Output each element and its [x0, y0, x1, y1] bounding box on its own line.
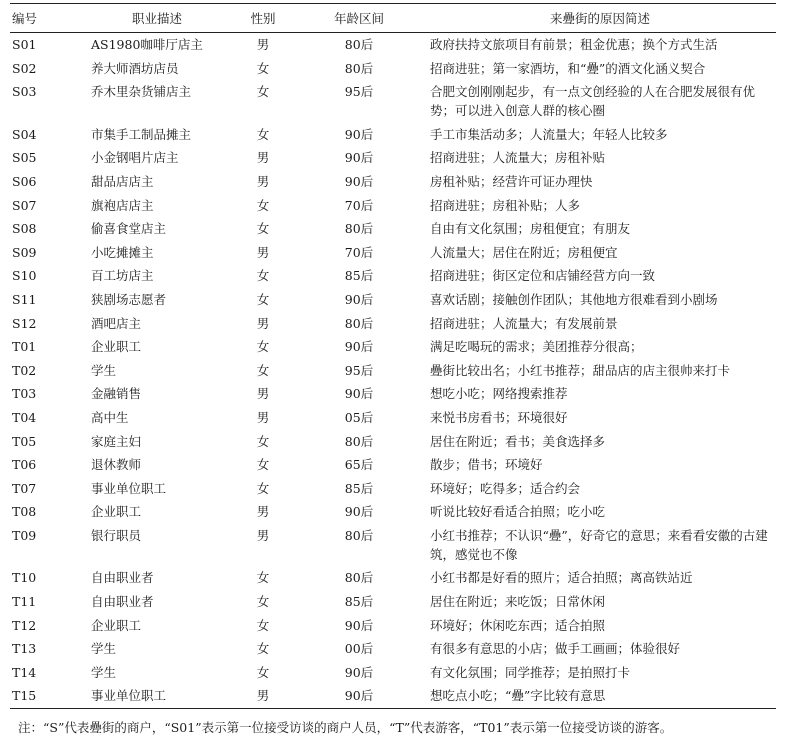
- cell-gender: 男: [256, 315, 270, 331]
- cell-job: 企业职工: [91, 617, 142, 633]
- cell-id: S08: [12, 221, 37, 237]
- table-row: [10, 264, 776, 288]
- cell-age: 80后: [344, 315, 374, 331]
- cell-id: S11: [12, 291, 37, 307]
- cell-job: 狭剧场志愿者: [91, 291, 167, 307]
- table-row: [10, 80, 776, 123]
- table-row: [10, 146, 776, 170]
- cell-reason: 想吃点小吃；“疉”字比较有意思: [424, 684, 776, 708]
- cell-age: 90后: [344, 617, 374, 633]
- header-job: 职业描述: [82, 4, 232, 33]
- cell-reason: 听说比较好看适合拍照；吃小吃: [430, 504, 606, 520]
- header-row: [10, 4, 776, 33]
- cell-reason: 散步；借书；环境好: [430, 457, 543, 473]
- cell-gender: 女: [256, 291, 270, 307]
- cell-age: 80后: [344, 527, 374, 543]
- cell-reason: 合肥文创刚刚起步，有一点文创经验的人在合肥发展很有优势；可以进入创意人群的核心圈: [430, 84, 756, 119]
- table-row: [10, 406, 776, 430]
- cell-reason: 政府扶持文旅项目有前景；租金优惠；换个方式生活: [430, 37, 718, 52]
- table-row: [10, 430, 776, 454]
- cell-reason: 房租补贴；经营许可证办理快: [430, 173, 593, 189]
- cell-id: S05: [12, 150, 37, 166]
- table-row: [10, 123, 776, 147]
- cell-job: 甜品店店主: [91, 173, 154, 189]
- cell-gender: 男: [232, 684, 294, 708]
- cell-id: S12: [12, 315, 37, 331]
- cell-gender: 女: [256, 641, 270, 657]
- table-row: [10, 335, 776, 359]
- cell-gender: 女: [256, 126, 270, 142]
- cell-gender: 女: [256, 480, 270, 496]
- cell-job: 事业单位职工: [91, 480, 167, 496]
- cell-reason: 环境好；吃得多；适合约会: [430, 480, 581, 496]
- cell-age: 70后: [344, 197, 374, 213]
- table-row: [10, 359, 776, 383]
- cell-id: S10: [12, 268, 37, 284]
- cell-gender: 男: [256, 150, 270, 166]
- cell-job: 学生: [91, 664, 117, 680]
- cell-age: 85后: [344, 480, 374, 496]
- cell-age: 80后: [344, 37, 374, 52]
- cell-job: 百工坊店主: [91, 268, 154, 284]
- cell-age: 90后: [344, 504, 374, 520]
- cell-job: 乔木里杂货铺店主: [91, 84, 192, 100]
- cell-job: 养大师酒坊店员: [91, 60, 179, 76]
- cell-reason: 自由有文化氛围；房租便宜；有朋友: [430, 221, 631, 237]
- table-row: [10, 590, 776, 614]
- cell-age: 80后: [344, 60, 374, 76]
- cell-gender: 女: [256, 84, 270, 100]
- cell-job: 学生: [91, 362, 117, 378]
- cell-id: S09: [12, 244, 37, 260]
- table-row: [10, 288, 776, 312]
- cell-reason: 人流量大；居住在附近；房租便宜: [430, 244, 618, 260]
- cell-job: 家庭主妇: [91, 433, 142, 449]
- cell-job: 自由职业者: [91, 594, 154, 610]
- cell-job: 企业职工: [91, 504, 142, 520]
- cell-gender: 男: [256, 527, 270, 543]
- cell-id: T03: [12, 386, 37, 402]
- table-row: [10, 500, 776, 524]
- cell-gender: 男: [256, 244, 270, 260]
- cell-id: T06: [12, 457, 37, 473]
- cell-reason: 小红书推荐；不认识“疉”，好奇它的意思；来看看安徽的古建筑，感觉也不像: [430, 527, 768, 562]
- cell-reason: 有文化氛围；同学推荐；是拍照打卡: [430, 664, 631, 680]
- table-row: [10, 57, 776, 81]
- cell-job: 学生: [91, 641, 117, 657]
- cell-job: 高中生: [91, 409, 129, 425]
- cell-age: 85后: [344, 268, 374, 284]
- cell-id: T09: [12, 527, 37, 543]
- cell-job: 市集手工制品摊主: [91, 126, 192, 142]
- cell-id: T11: [12, 594, 37, 610]
- cell-id: T01: [12, 339, 37, 355]
- cell-gender: 女: [256, 197, 270, 213]
- cell-id: S04: [12, 126, 37, 142]
- cell-reason: 招商进驻；第一家酒坊，和“疉”的酒文化涵义契合: [430, 60, 706, 76]
- interview-table: [10, 3, 776, 709]
- cell-id: T02: [12, 362, 37, 378]
- cell-gender: 女: [256, 60, 270, 76]
- cell-id: S07: [12, 197, 37, 213]
- cell-gender: 女: [256, 570, 270, 586]
- cell-reason: 来悦书房看书；环境很好: [430, 409, 568, 425]
- cell-reason: 手工市集活动多；人流量大；年轻人比较多: [430, 126, 668, 142]
- cell-age: 90后: [344, 291, 374, 307]
- cell-gender: 女: [256, 433, 270, 449]
- cell-gender: 女: [256, 617, 270, 633]
- cell-age: 95后: [344, 84, 374, 100]
- cell-gender: 女: [256, 664, 270, 680]
- cell-job: 退休教师: [91, 457, 142, 473]
- cell-job: 自由职业者: [91, 570, 154, 586]
- table-note: 注：“S”代表疉街的商户，“S01”表示第一位接受访谈的商户人员，“T”代表游客，“T01”表示第一位接受访谈的游客。: [18, 720, 673, 735]
- cell-age: 85后: [344, 594, 374, 610]
- cell-reason: 满足吃喝玩的需求；美团推荐分很高；: [430, 339, 643, 355]
- cell-id: T15: [10, 684, 82, 708]
- cell-reason: 环境好；休闲吃东西；适合拍照: [430, 617, 606, 633]
- cell-gender: 女: [256, 594, 270, 610]
- cell-id: T05: [12, 433, 37, 449]
- cell-gender: 男: [256, 37, 270, 52]
- cell-age: 90后: [294, 684, 424, 708]
- cell-gender: 男: [256, 504, 270, 520]
- cell-age: 90后: [344, 150, 374, 166]
- cell-reason: 有很多有意思的小店；做手工画画；体验很好: [430, 641, 681, 657]
- cell-job: 小金钢唱片店主: [91, 150, 179, 166]
- cell-reason: 喜欢话剧；接触创作团队；其他地方很难看到小剧场: [430, 291, 718, 307]
- cell-age: 90后: [344, 173, 374, 189]
- cell-id: T10: [12, 570, 37, 586]
- cell-reason: 小红书都是好看的照片；适合拍照；离高铁站近: [430, 570, 693, 586]
- cell-job: 事业单位职工: [82, 684, 232, 708]
- table-row: [10, 524, 776, 567]
- cell-age: 90后: [344, 339, 374, 355]
- cell-id: S02: [12, 60, 37, 76]
- cell-reason: 疉街比较出名；小红书推荐；甜品店的店主很帅来打卡: [430, 362, 731, 378]
- cell-id: S03: [12, 84, 37, 100]
- table-row: [10, 566, 776, 590]
- cell-age: 90后: [344, 126, 374, 142]
- cell-id: T04: [12, 409, 37, 425]
- cell-age: 65后: [344, 457, 374, 473]
- cell-reason: 居住在附近；来吃饭；日常休闲: [430, 594, 606, 610]
- table-row: [10, 33, 776, 57]
- table-row: [10, 170, 776, 194]
- table-row: [10, 684, 776, 708]
- cell-reason: 招商进驻；人流量大；有发展前景: [430, 315, 618, 331]
- cell-gender: 女: [256, 339, 270, 355]
- table-row: [10, 312, 776, 336]
- table-row: [10, 241, 776, 265]
- cell-job: 偷喜食堂店主: [91, 221, 167, 237]
- cell-age: 80后: [344, 221, 374, 237]
- cell-age: 80后: [344, 433, 374, 449]
- header-age: 年龄区间: [294, 4, 424, 33]
- cell-id: T07: [12, 480, 37, 496]
- table-row: [10, 661, 776, 685]
- cell-gender: 男: [256, 173, 270, 189]
- cell-age: 80后: [344, 570, 374, 586]
- cell-id: S01: [12, 37, 37, 52]
- cell-age: 05后: [344, 409, 374, 425]
- cell-job: 金融销售: [91, 386, 142, 402]
- cell-id: T13: [12, 641, 37, 657]
- cell-reason: 居住在附近；看书；美食选择多: [430, 433, 606, 449]
- cell-reason: 招商进驻；房租补贴；人多: [430, 197, 581, 213]
- table-row: [10, 194, 776, 218]
- cell-id: T14: [12, 664, 37, 680]
- cell-reason: 招商进驻；街区定位和店铺经营方向一致: [430, 268, 656, 284]
- cell-gender: 男: [256, 409, 270, 425]
- table-row: [10, 217, 776, 241]
- cell-gender: 女: [256, 268, 270, 284]
- cell-gender: 女: [256, 457, 270, 473]
- cell-age: 90后: [344, 386, 374, 402]
- cell-age: 95后: [344, 362, 374, 378]
- cell-age: 90后: [344, 664, 374, 680]
- cell-gender: 女: [256, 221, 270, 237]
- cell-job: 银行职员: [91, 527, 142, 543]
- cell-job: 酒吧店主: [91, 315, 142, 331]
- cell-job: 旗袍店店主: [91, 197, 154, 213]
- table-row: [10, 637, 776, 661]
- table-row: [10, 614, 776, 638]
- cell-job: 小吃摊摊主: [91, 244, 154, 260]
- cell-id: T08: [12, 504, 37, 520]
- cell-job: AS1980咖啡厅店主: [91, 37, 203, 52]
- cell-reason: 想吃小吃；网络搜索推荐: [430, 386, 568, 402]
- table-row: [10, 477, 776, 501]
- header-gender: 性别: [232, 4, 294, 33]
- header-id: 编号: [10, 4, 82, 33]
- table-header: [10, 4, 776, 33]
- cell-reason: 招商进驻；人流量大；房租补贴: [430, 150, 606, 166]
- cell-age: 70后: [344, 244, 374, 260]
- table-row: [10, 382, 776, 406]
- header-reason: 来疉街的原因简述: [424, 4, 776, 33]
- cell-job: 企业职工: [91, 339, 142, 355]
- cell-gender: 女: [256, 362, 270, 378]
- cell-age: 00后: [344, 641, 374, 657]
- cell-id: S06: [12, 173, 37, 189]
- cell-gender: 男: [256, 386, 270, 402]
- table-body: [10, 33, 776, 709]
- table-row: [10, 453, 776, 477]
- cell-id: T12: [12, 617, 37, 633]
